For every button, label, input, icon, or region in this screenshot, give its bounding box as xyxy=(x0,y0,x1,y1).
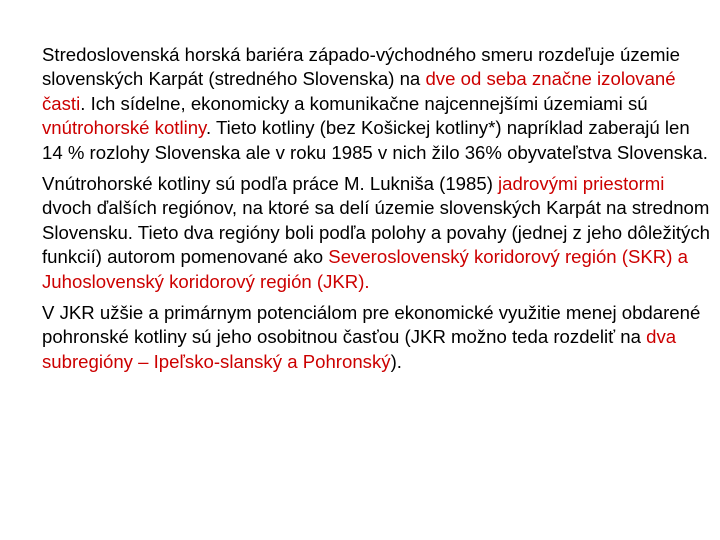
text-segment: Vnútrohorské kotliny sú podľa práce M. Lukniša (1985) xyxy=(42,173,499,195)
highlighted-segment: dve od seba značne izolované časti xyxy=(42,68,676,114)
text-segment: . Ich sídelne, ekonomicky a komunikačne najcennejšími územiami sú xyxy=(80,92,648,114)
highlighted-segment: Severoslovenský koridorový región (SKR) a Juhoslovenský koridorový región (JKR). xyxy=(42,246,688,292)
highlighted-segment: jadrovými priestormi xyxy=(498,173,665,195)
text-segment: ). xyxy=(390,350,402,372)
text-segment: V JKR užšie a primárnym potenciálom pre ekonomické využitie menej obdarené pohronské kotliny sú jeho osobitnou časťou (JKR možno teda rozdeliť na xyxy=(42,302,701,348)
slide-body xyxy=(42,43,712,374)
text-segment: . Tieto kotliny (bez Košickej kotliny*) napríklad zaberajú len 14 % rozlohy Slovenska ale v roku 1985 v nich žilo 36% obyvateľstva Slovenska. xyxy=(42,117,708,163)
text-segment: dvoch ďalších regiónov, na ktoré sa delí územie slovenských Karpát na strednom Slovensku. Tieto dva regióny boli podľa polohy a povahy (jednej z jeho dôležitých funkcií) autorom pomenované ako xyxy=(42,197,710,268)
highlighted-segment: vnútrohorské kotliny xyxy=(42,117,206,139)
highlighted-segment: dva subregióny – Ipeľsko-slanský a Pohronský xyxy=(42,326,677,372)
text-segment: Stredoslovenská horská bariéra západo-východného smeru rozdeľuje územie slovenských Karpát (stredného Slovenska) na xyxy=(42,44,680,90)
paragraph-regions xyxy=(42,172,712,294)
paragraph-jkr xyxy=(42,301,712,374)
paragraph-barrier xyxy=(42,43,712,165)
